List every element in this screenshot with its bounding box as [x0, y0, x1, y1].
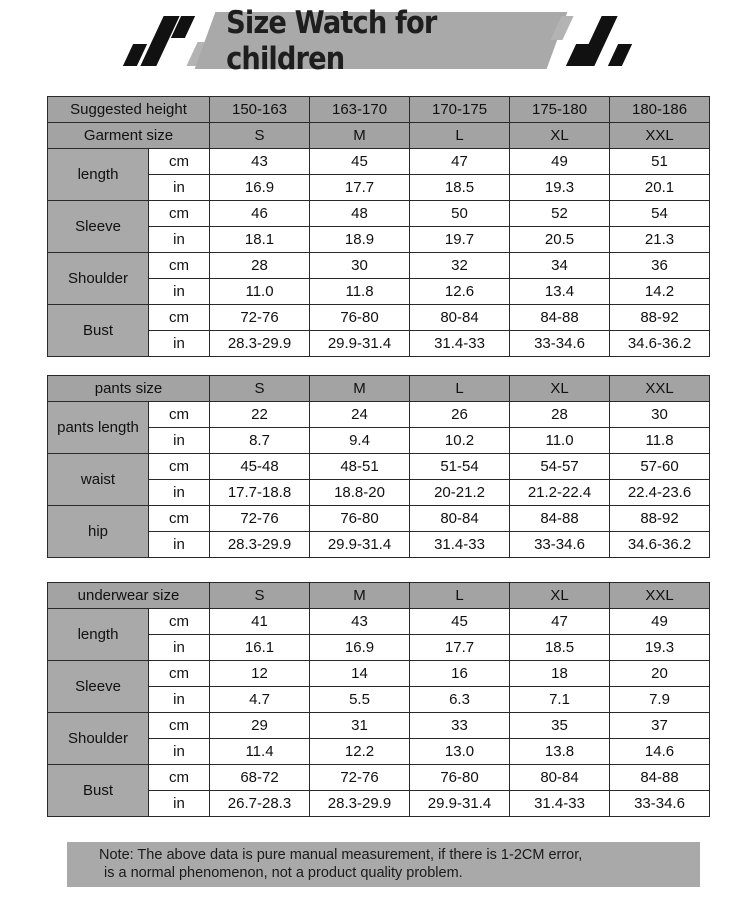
- value-cell: 31.4-33: [410, 532, 510, 558]
- value-cell: 20-21.2: [410, 480, 510, 506]
- value-cell: 20: [610, 661, 710, 687]
- value-cell: 52: [510, 201, 610, 227]
- table-row: [48, 765, 710, 791]
- header-cell: S: [210, 583, 310, 609]
- header-row: [48, 123, 710, 149]
- value-cell: 80-84: [510, 765, 610, 791]
- value-cell: 37: [610, 713, 710, 739]
- measurement-label: Bust: [48, 765, 149, 817]
- value-cell: 11.8: [610, 428, 710, 454]
- unit-cell: cm: [149, 149, 210, 175]
- value-cell: 30: [310, 253, 410, 279]
- value-cell: 50: [410, 201, 510, 227]
- header-cell: 150-163: [210, 97, 310, 123]
- value-cell: 32: [410, 253, 510, 279]
- value-cell: 72-76: [210, 305, 310, 331]
- header-cell: L: [410, 123, 510, 149]
- measurement-label: waist: [48, 454, 149, 506]
- value-cell: 33-34.6: [610, 791, 710, 817]
- stripe-decoration: [140, 16, 179, 66]
- stripe-decoration: [608, 44, 632, 66]
- unit-cell: in: [149, 175, 210, 201]
- header-label: Suggested height: [48, 97, 210, 123]
- value-cell: 14.6: [610, 739, 710, 765]
- unit-cell: cm: [149, 661, 210, 687]
- value-cell: 28: [510, 402, 610, 428]
- header-label: pants size: [48, 376, 210, 402]
- value-cell: 19.7: [410, 227, 510, 253]
- value-cell: 76-80: [310, 506, 410, 532]
- value-cell: 30: [610, 402, 710, 428]
- unit-cell: in: [149, 687, 210, 713]
- unit-cell: in: [149, 331, 210, 357]
- table-row: [48, 609, 710, 635]
- header-cell: S: [210, 376, 310, 402]
- value-cell: 45: [310, 149, 410, 175]
- value-cell: 26.7-28.3: [210, 791, 310, 817]
- value-cell: 16.9: [310, 635, 410, 661]
- table-row: [48, 253, 710, 279]
- measurement-label: Shoulder: [48, 253, 149, 305]
- value-cell: 20.1: [610, 175, 710, 201]
- header-cell: M: [310, 376, 410, 402]
- note-line-1: Note: The above data is pure manual measurement, if there is 1-2CM error,: [99, 847, 583, 863]
- value-cell: 14: [310, 661, 410, 687]
- value-cell: 33-34.6: [510, 532, 610, 558]
- header-row: [48, 376, 710, 402]
- value-cell: 18.8-20: [310, 480, 410, 506]
- value-cell: 13.8: [510, 739, 610, 765]
- unit-cell: in: [149, 279, 210, 305]
- measurement-label: Sleeve: [48, 661, 149, 713]
- unit-cell: cm: [149, 253, 210, 279]
- measurement-label: pants length: [48, 402, 149, 454]
- unit-cell: cm: [149, 305, 210, 331]
- value-cell: 20.5: [510, 227, 610, 253]
- value-cell: 72-76: [210, 506, 310, 532]
- value-cell: 6.3: [410, 687, 510, 713]
- header-cell: 180-186: [610, 97, 710, 123]
- value-cell: 29.9-31.4: [310, 331, 410, 357]
- value-cell: 51: [610, 149, 710, 175]
- value-cell: 7.9: [610, 687, 710, 713]
- table-row: [48, 661, 710, 687]
- value-cell: 28: [210, 253, 310, 279]
- unit-cell: in: [149, 791, 210, 817]
- underwear-size-table: [47, 582, 710, 817]
- value-cell: 34: [510, 253, 610, 279]
- value-cell: 24: [310, 402, 410, 428]
- unit-cell: in: [149, 739, 210, 765]
- value-cell: 12.6: [410, 279, 510, 305]
- unit-cell: cm: [149, 402, 210, 428]
- value-cell: 43: [210, 149, 310, 175]
- table-row: [48, 713, 710, 739]
- value-cell: 43: [310, 609, 410, 635]
- value-cell: 21.2-22.4: [510, 480, 610, 506]
- value-cell: 28.3-29.9: [210, 532, 310, 558]
- value-cell: 33: [410, 713, 510, 739]
- value-cell: 13.4: [510, 279, 610, 305]
- header-cell: 170-175: [410, 97, 510, 123]
- value-cell: 19.3: [610, 635, 710, 661]
- value-cell: 4.7: [210, 687, 310, 713]
- value-cell: 31: [310, 713, 410, 739]
- measurement-label: Shoulder: [48, 713, 149, 765]
- value-cell: 16.9: [210, 175, 310, 201]
- header-row: [48, 583, 710, 609]
- value-cell: 18: [510, 661, 610, 687]
- value-cell: 12.2: [310, 739, 410, 765]
- table-row: [48, 402, 710, 428]
- value-cell: 18.5: [410, 175, 510, 201]
- header-cell: S: [210, 123, 310, 149]
- table-row: [48, 201, 710, 227]
- value-cell: 54: [610, 201, 710, 227]
- value-cell: 17.7: [410, 635, 510, 661]
- table-row: [48, 506, 710, 532]
- header-cell: M: [310, 123, 410, 149]
- measurement-note: [67, 842, 700, 887]
- value-cell: 16: [410, 661, 510, 687]
- value-cell: 26: [410, 402, 510, 428]
- value-cell: 54-57: [510, 454, 610, 480]
- value-cell: 36: [610, 253, 710, 279]
- value-cell: 46: [210, 201, 310, 227]
- value-cell: 14.2: [610, 279, 710, 305]
- value-cell: 76-80: [310, 305, 410, 331]
- value-cell: 5.5: [310, 687, 410, 713]
- value-cell: 49: [510, 149, 610, 175]
- measurement-label: length: [48, 149, 149, 201]
- value-cell: 10.2: [410, 428, 510, 454]
- value-cell: 76-80: [410, 765, 510, 791]
- value-cell: 31.4-33: [410, 331, 510, 357]
- table-row: [48, 149, 710, 175]
- value-cell: 19.3: [510, 175, 610, 201]
- value-cell: 88-92: [610, 305, 710, 331]
- unit-cell: in: [149, 480, 210, 506]
- value-cell: 57-60: [610, 454, 710, 480]
- value-cell: 41: [210, 609, 310, 635]
- value-cell: 88-92: [610, 506, 710, 532]
- unit-cell: cm: [149, 201, 210, 227]
- value-cell: 11.0: [210, 279, 310, 305]
- header-cell: XL: [510, 583, 610, 609]
- unit-cell: in: [149, 227, 210, 253]
- value-cell: 48: [310, 201, 410, 227]
- value-cell: 9.4: [310, 428, 410, 454]
- value-cell: 47: [510, 609, 610, 635]
- unit-cell: cm: [149, 609, 210, 635]
- note-line-2: is a normal phenomenon, not a product quality problem.: [104, 865, 463, 881]
- value-cell: 13.0: [410, 739, 510, 765]
- value-cell: 49: [610, 609, 710, 635]
- value-cell: 22: [210, 402, 310, 428]
- value-cell: 34.6-36.2: [610, 331, 710, 357]
- header-cell: 163-170: [310, 97, 410, 123]
- unit-cell: cm: [149, 506, 210, 532]
- header-cell: XXL: [610, 583, 710, 609]
- header-label: underwear size: [48, 583, 210, 609]
- unit-cell: in: [149, 428, 210, 454]
- value-cell: 72-76: [310, 765, 410, 791]
- value-cell: 47: [410, 149, 510, 175]
- value-cell: 11.0: [510, 428, 610, 454]
- value-cell: 51-54: [410, 454, 510, 480]
- header-cell: XXL: [610, 123, 710, 149]
- value-cell: 11.4: [210, 739, 310, 765]
- value-cell: 21.3: [610, 227, 710, 253]
- value-cell: 48-51: [310, 454, 410, 480]
- value-cell: 84-88: [510, 506, 610, 532]
- value-cell: 8.7: [210, 428, 310, 454]
- measurement-label: length: [48, 609, 149, 661]
- value-cell: 45: [410, 609, 510, 635]
- header-cell: XL: [510, 376, 610, 402]
- value-cell: 29.9-31.4: [310, 532, 410, 558]
- value-cell: 28.3-29.9: [210, 331, 310, 357]
- value-cell: 29.9-31.4: [410, 791, 510, 817]
- value-cell: 17.7: [310, 175, 410, 201]
- tops-size-table: [47, 96, 710, 357]
- value-cell: 28.3-29.9: [310, 791, 410, 817]
- measurement-label: Sleeve: [48, 201, 149, 253]
- value-cell: 68-72: [210, 765, 310, 791]
- measurement-label: hip: [48, 506, 149, 558]
- value-cell: 18.9: [310, 227, 410, 253]
- value-cell: 84-88: [610, 765, 710, 791]
- page-title: Size Watch for children: [226, 4, 437, 77]
- unit-cell: cm: [149, 713, 210, 739]
- header-cell: XL: [510, 123, 610, 149]
- value-cell: 16.1: [210, 635, 310, 661]
- value-cell: 7.1: [510, 687, 610, 713]
- unit-cell: cm: [149, 454, 210, 480]
- value-cell: 33-34.6: [510, 331, 610, 357]
- header-cell: M: [310, 583, 410, 609]
- value-cell: 31.4-33: [510, 791, 610, 817]
- value-cell: 29: [210, 713, 310, 739]
- value-cell: 34.6-36.2: [610, 532, 710, 558]
- header-row: [48, 97, 710, 123]
- value-cell: 80-84: [410, 305, 510, 331]
- value-cell: 22.4-23.6: [610, 480, 710, 506]
- header-label: Garment size: [48, 123, 210, 149]
- value-cell: 84-88: [510, 305, 610, 331]
- value-cell: 18.1: [210, 227, 310, 253]
- header-cell: L: [410, 376, 510, 402]
- header-cell: XXL: [610, 376, 710, 402]
- value-cell: 35: [510, 713, 610, 739]
- header-cell: 175-180: [510, 97, 610, 123]
- unit-cell: cm: [149, 765, 210, 791]
- pants-size-table: [47, 375, 710, 558]
- value-cell: 12: [210, 661, 310, 687]
- value-cell: 18.5: [510, 635, 610, 661]
- unit-cell: in: [149, 635, 210, 661]
- value-cell: 11.8: [310, 279, 410, 305]
- table-row: [48, 305, 710, 331]
- measurement-label: Bust: [48, 305, 149, 357]
- value-cell: 80-84: [410, 506, 510, 532]
- table-row: [48, 454, 710, 480]
- header-cell: L: [410, 583, 510, 609]
- value-cell: 17.7-18.8: [210, 480, 310, 506]
- unit-cell: in: [149, 532, 210, 558]
- value-cell: 45-48: [210, 454, 310, 480]
